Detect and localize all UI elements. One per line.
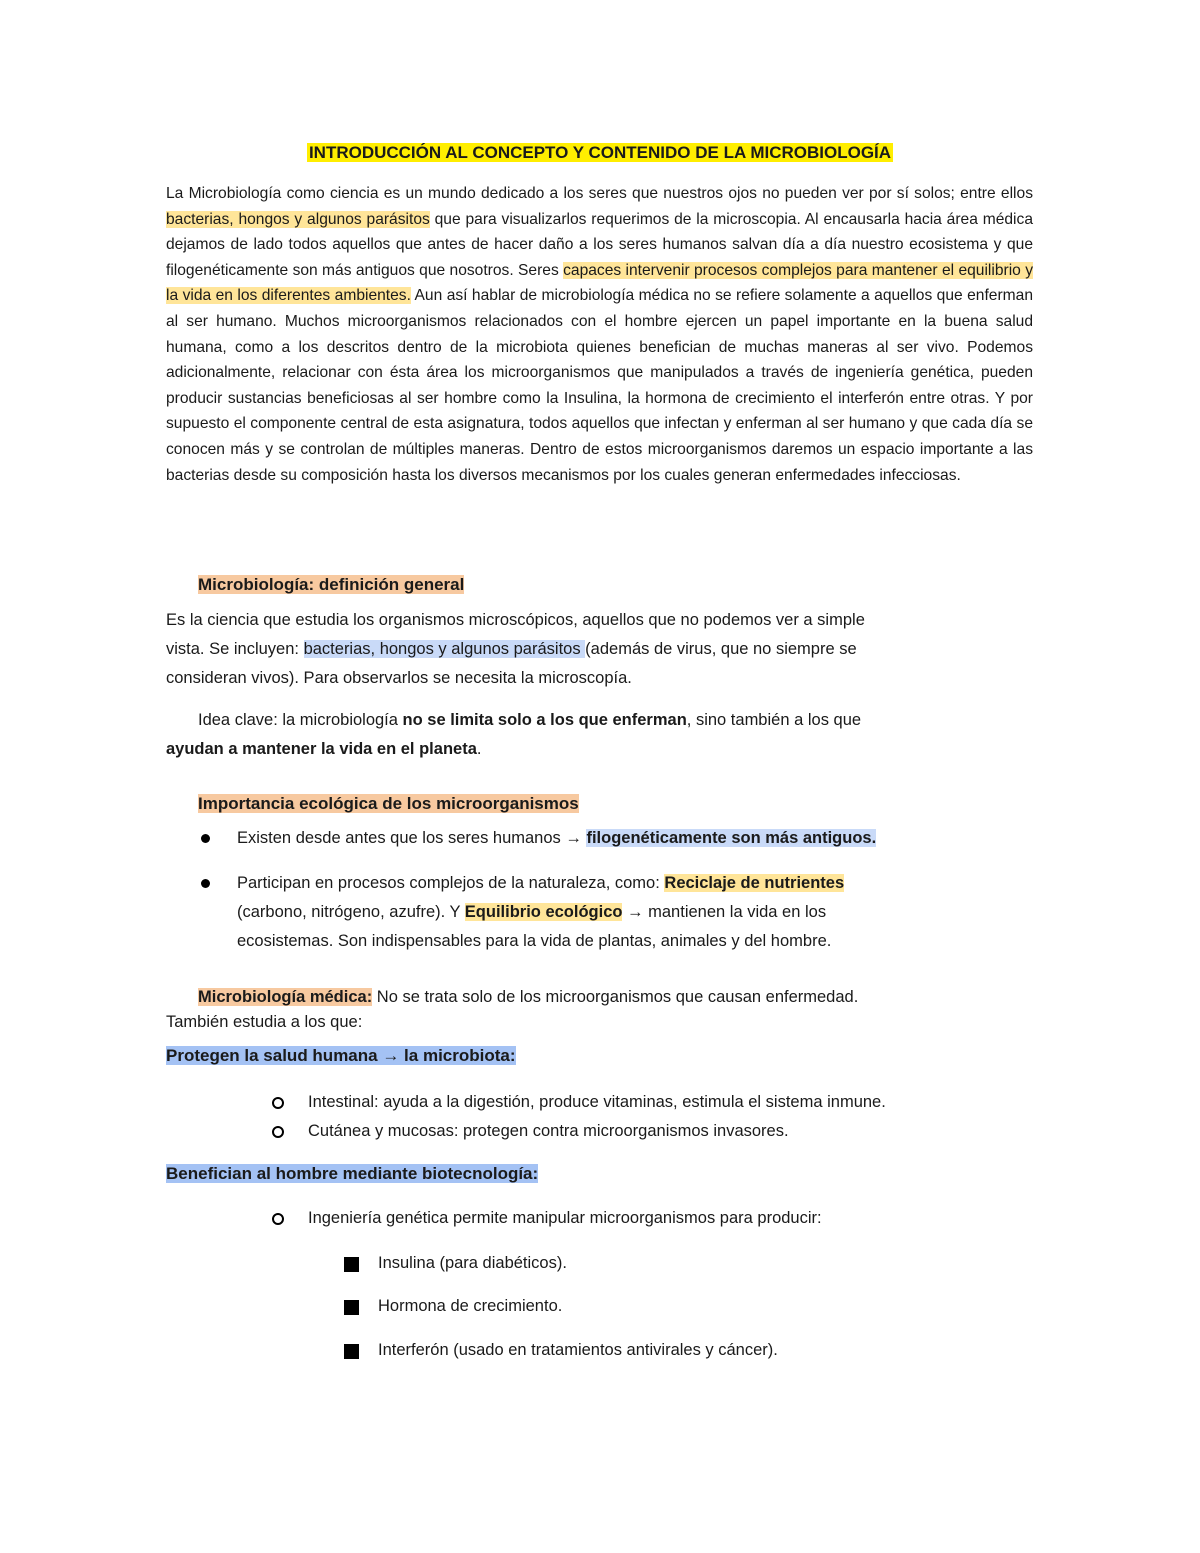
key-idea-line-1: Idea clave: la microbiología no se limita solo a los que enferman, sino también a los que xyxy=(198,711,862,729)
medical-intro: Microbiología médica: No se trata solo de los microorganismos que causan enfermedad. xyxy=(198,988,859,1006)
heading-biotech: Benefician al hombre mediante biotecnología: xyxy=(166,1164,539,1183)
heading-definition: Microbiología: definición general xyxy=(198,575,465,594)
ecology-bullet-2-line-2: (carbono, nitrógeno, azufre). Y Equilibrio ecológico → mantienen la vida en los xyxy=(237,903,827,921)
bullet-circle-icon xyxy=(272,1213,284,1225)
microbiota-item-2: Cutánea y mucosas: protegen contra microorganismos invasores. xyxy=(308,1122,789,1140)
product-growth-hormone: Hormona de crecimiento. xyxy=(378,1297,563,1315)
product-insulin: Insulina (para diabéticos). xyxy=(378,1254,567,1272)
definition-line-3: consideran vivos). Para observarlos se necesita la microscopía. xyxy=(166,669,632,687)
definition-line-2: vista. Se incluyen: bacterias, hongos y algunos parásitos (además de virus, que no siempre se xyxy=(166,640,857,658)
bullet-square-icon xyxy=(344,1300,359,1315)
bullet-circle-icon xyxy=(272,1126,284,1138)
bullet-square-icon xyxy=(344,1257,359,1272)
bullet-dot-icon xyxy=(201,879,210,888)
highlight-organisms: bacterias, hongos y algunos parásitos xyxy=(166,210,430,228)
ecology-bullet-2-line-1: Participan en procesos complejos de la naturaleza, como: Reciclaje de nutrientes xyxy=(237,874,845,892)
ecology-bullet-2-line-3: ecosistemas. Son indispensables para la vida de plantas, animales y del hombre. xyxy=(237,932,832,950)
heading-ecology: Importancia ecológica de los microorganismos xyxy=(198,794,579,813)
biotech-item: Ingeniería genética permite manipular microorganismos para producir: xyxy=(308,1209,822,1227)
microbiota-item-1: Intestinal: ayuda a la digestión, produce vitaminas, estimula el sistema inmune. xyxy=(308,1093,886,1111)
product-interferon: Interferón (usado en tratamientos antivirales y cáncer). xyxy=(378,1341,778,1359)
ecology-bullet-1: Existen desde antes que los seres humanos → filogenéticamente son más antiguos. xyxy=(237,829,877,847)
highlight-processes: capaces intervenir procesos complejos para mantener el equilibrio y la vida en los diferentes ambientes. xyxy=(166,261,1033,305)
page-title: INTRODUCCIÓN AL CONCEPTO Y CONTENIDO DE LA MICROBIOLOGÍA xyxy=(308,143,892,162)
key-idea-line-2: ayudan a mantener la vida en el planeta. xyxy=(166,740,482,758)
heading-microbiota: Protegen la salud humana → la microbiota: xyxy=(166,1046,516,1065)
medical-intro-2: También estudia a los que: xyxy=(166,1013,363,1031)
intro-paragraph: La Microbiología como ciencia es un mundo dedicado a los seres que nuestros ojos no pueden ver por sí solos; entre ellos bacterias, hongos y algunos parásitos que para visualizarlos requerimos de la microscopia. Al encausarla hacia área médica dejamos de lado todos aquellos que antes de hacer daño a los seres humanos salvan día a día nuestro ecosistema y que filogenéticamente son más antiguos que nosotros. Seres capaces intervenir procesos complejos para mantener el equilibrio y la vida en los diferentes ambientes. Aun así hablar de microbiología médica no se refiere solamente a aquellos que enferman al ser humano. Muchos microorganismos relacionados con el hombre ejercen un papel importante en la buena salud humana, como a los descritos dentro de la microbiota quienes benefician de muchas maneras al ser vivo. Podemos adicionalmente, relacionar con ésta área los microorganismos que manipulados a través de ingeniería genética, pueden producir sustancias beneficiosas al ser hombre como la Insulina, la hormona de crecimiento el interferón entre otras. Y por supuesto el componente central de esta asignatura, todos aquellos que infectan y enferman al ser humano y que cada día se conocen más y se controlan de múltiples maneras. Dentro de estos microorganismos daremos un espacio importante a las bacterias desde su composición hasta los diversos mecanismos por los cuales generan enfermedades infecciosas. xyxy=(166,185,1033,484)
bullet-circle-icon xyxy=(272,1097,284,1109)
highlight-organisms-2: bacterias, hongos y algunos parásitos xyxy=(303,640,586,658)
bullet-square-icon xyxy=(344,1344,359,1359)
definition-line-1: Es la ciencia que estudia los organismos microscópicos, aquellos que no podemos ver a simple xyxy=(166,611,865,629)
bullet-dot-icon xyxy=(201,834,210,843)
heading-medical: Microbiología médica: xyxy=(198,988,373,1006)
